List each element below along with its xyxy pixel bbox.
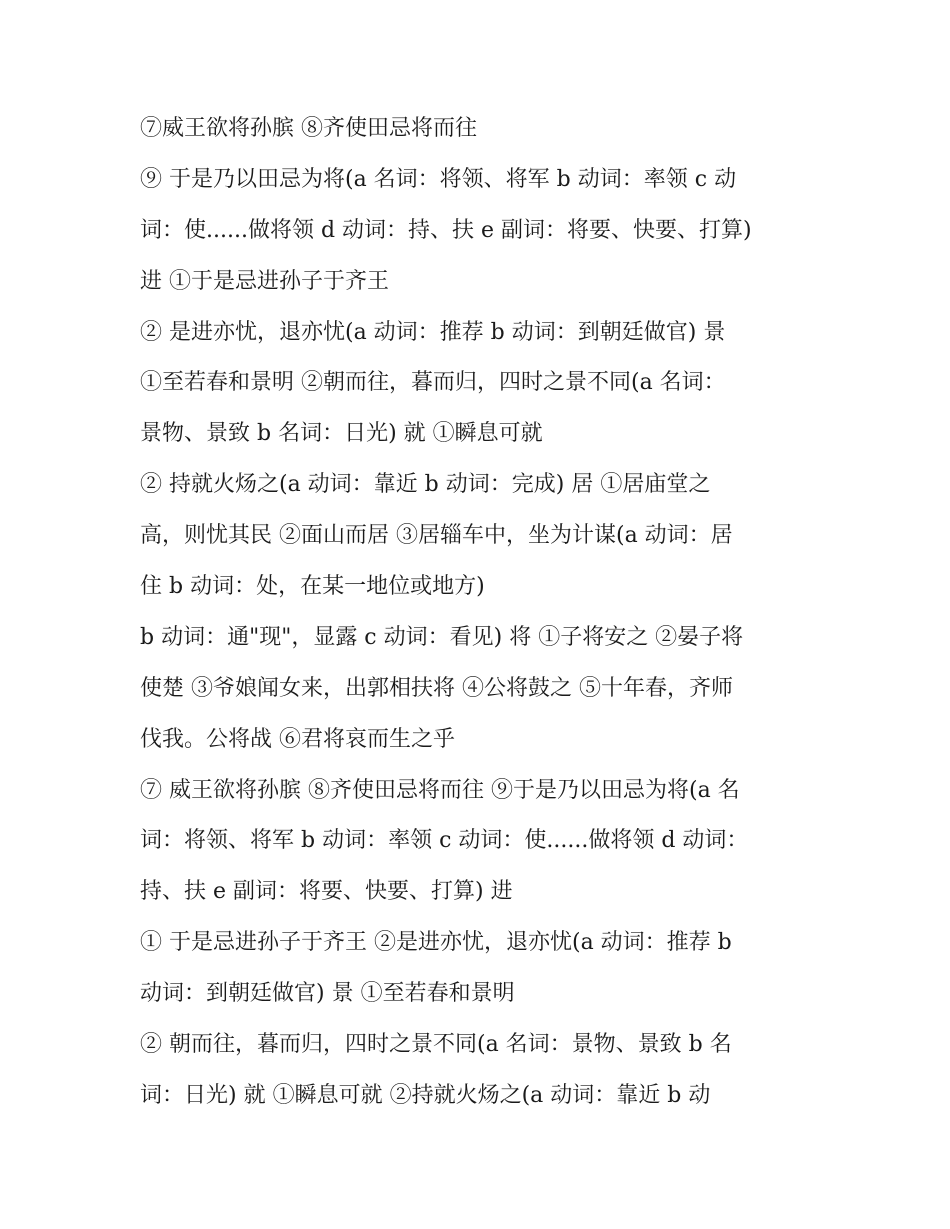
body-text [140,104,820,1122]
text-line-3: 词：使......做将领 d 动词：持、扶 e 副词：将要、快要、打算) [140,217,752,243]
text-line-15: 词：将领、将军 b 动词：率领 c 动词：使......做将领 d 动词： [140,828,749,854]
text-line-10: 住 b 动词：处，在某一地位或地方) [140,574,485,600]
text-line-18: 动词：到朝廷做官) 景 ①至若春和景明 [140,981,515,1007]
text-line-1: ⑦威王欲将孙膑 ⑧齐使田忌将而往 [140,116,477,141]
text-line-14: ⑦ 威王欲将孙膑 ⑧齐使田忌将而往 ⑨于是乃以田忌为将(a 名 [140,777,740,803]
text-line-13: 伐我。公将战 ⑥君将哀而生之乎 [140,726,455,752]
text-line-12: 使楚 ③爷娘闻女来，出郭相扶将 ④公将鼓之 ⑤十年春，齐师 [140,675,733,701]
text-line-2: ⑨ 于是乃以田忌为将(a 名词：将领、将军 b 动词：率领 c 动 [140,166,737,192]
text-line-19: ② 朝而往，暮而归，四时之景不同(a 名词：景物、景致 b 名 [140,1032,732,1058]
text-line-7: 景物、景致 b 名词：日光) 就 ①瞬息可就 [140,421,543,447]
text-line-17: ① 于是忌进孙子于齐王 ②是进亦忧，退亦忧(a 动词：推荐 b [140,930,732,956]
text-line-5: ② 是进亦忧，退亦忧(a 动词：推荐 b 动词：到朝廷做官) 景 [140,319,726,345]
text-line-11: b 动词：通"现"，显露 c 动词：看见) 将 ①子将安之 ②晏子将 [140,624,744,650]
text-line-4: 进 ①于是忌进孙子于齐王 [140,268,389,294]
text-line-8: ② 持就火炀之(a 动词：靠近 b 动词：完成) 居 ①居庙堂之 [140,472,711,498]
text-line-6: ①至若春和景明 ②朝而往，暮而归，四时之景不同(a 名词： [140,370,726,396]
text-line-20: 词：日光) 就 ①瞬息可就 ②持就火炀之(a 动词：靠近 b 动 [140,1082,711,1108]
text-line-9: 高，则忧其民 ②面山而居 ③居辎车中，坐为计谋(a 动词：居 [140,523,733,549]
text-line-16: 持、扶 e 副词：将要、快要、打算) 进 [140,879,513,905]
